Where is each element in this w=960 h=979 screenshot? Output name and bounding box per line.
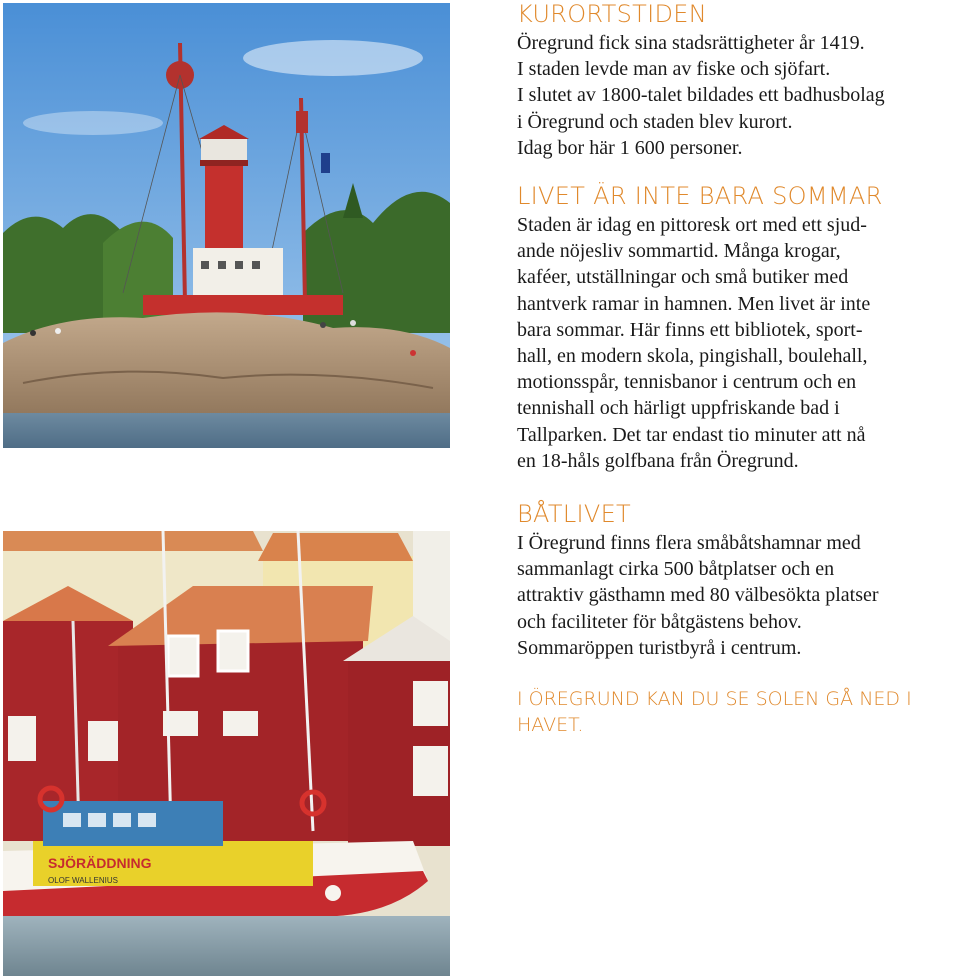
text-line: I Öregrund finns flera småbåtshamnar med [517, 532, 861, 554]
section-heading: KURORTSTIDEN [517, 0, 707, 28]
text-line: i Öregrund och staden blev kurort. [517, 110, 793, 133]
text-line: tennishall och härligt uppfriskande bad i [517, 397, 840, 420]
section-heading: LIVET ÄR INTE BARA SOMMAR [517, 182, 883, 210]
tagline-line: HAVET. [517, 714, 584, 736]
tagline-line: I ÖREGRUND KAN DU SE SOLEN GÅ NED I [517, 688, 912, 710]
text-line: sammanlagt cirka 500 båtplatser och en [517, 558, 835, 581]
text-line: bara sommar. Här finns ett bibliotek, sport- [517, 318, 863, 341]
text-line: hall, en modern skola, pingishall, boulehall, [517, 345, 868, 368]
text-line: Öregrund fick sina stadsrättigheter år 1419. [517, 32, 865, 54]
text-line: Sommaröppen turistbyrå i centrum. [517, 636, 802, 659]
text-line: Tallparken. Det tar endast tio minuter att nå [517, 423, 866, 446]
section-batlivet [517, 500, 879, 661]
section-kurortstiden [517, 0, 885, 161]
text-line: I slutet av 1800-talet bildades ett badhusbolag [517, 84, 885, 107]
boat-subname: OLOF WALLENIUS [48, 876, 118, 885]
tagline [517, 686, 947, 738]
section-livet [517, 182, 883, 474]
text-line: I staden levde man av fiske och sjöfart. [517, 58, 831, 81]
harbour-photo [3, 531, 450, 976]
section-heading: BÅTLIVET [517, 500, 632, 528]
text-line: attraktiv gästhamn med 80 välbesökta platser [517, 584, 879, 607]
lightship-photo [3, 3, 450, 448]
harbour-illustration [3, 531, 450, 976]
section-paragraph [517, 30, 885, 161]
text-line: Staden är idag en pittoresk ort med ett sjud- [517, 214, 867, 236]
text-line: en 18-håls golfbana från Öregrund. [517, 449, 799, 472]
text-line: och faciliteter för båtgästens behov. [517, 610, 802, 633]
text-line: Idag bor här 1 600 personer. [517, 136, 743, 159]
text-line: kaféer, utställningar och små butiker med [517, 266, 849, 289]
section-paragraph [517, 530, 879, 661]
boat-name: SJÖRÄDDNING [48, 855, 152, 871]
text-line: motionsspår, tennisbanor i centrum och en [517, 371, 857, 394]
lightship-illustration [3, 3, 450, 448]
text-line: hantverk ramar in hamnen. Men livet är inte [517, 292, 871, 315]
text-line: ande nöjesliv sommartid. Många krogar, [517, 240, 841, 263]
section-paragraph [517, 212, 883, 474]
